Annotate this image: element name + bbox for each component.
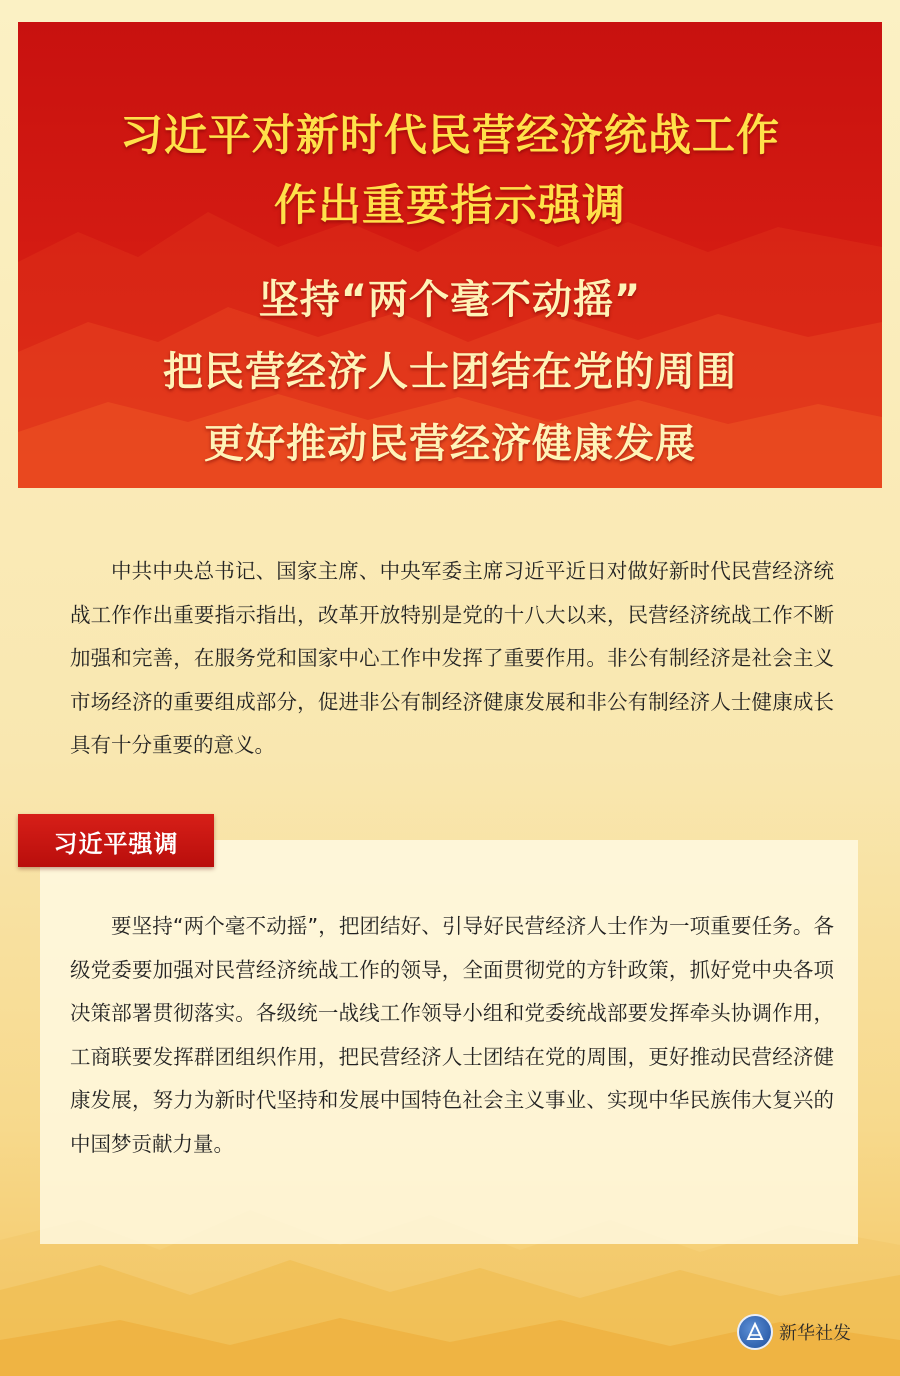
source-credit xyxy=(737,1314,877,1348)
section-tag xyxy=(18,814,214,867)
intro-section xyxy=(70,550,834,768)
subheadline-line-2: 把民营经济人士团结在党的周围 xyxy=(163,349,737,395)
subheadline-line-3: 更好推动民营经济健康发展 xyxy=(204,421,696,467)
intro-paragraph: 中共中央总书记、国家主席、中央军委主席习近平近日对做好新时代民营经济统战工作作出重要指示指出，改革开放特别是党的十八大以来，民营经济统战工作不断加强和完善，在服务党和国家中心工作中发挥了重要作用。非公有制经济是社会主义市场经济的重要组成部分，促进非公有制经济健康发展和非公有制经济人士健康成长具有十分重要的意义。 xyxy=(70,559,834,757)
xinhua-logo-icon xyxy=(737,1314,773,1350)
headline-line-2: 作出重要指示强调 xyxy=(274,181,626,231)
headline-line-1: 习近平对新时代民营经济统战工作 xyxy=(120,111,780,161)
credit-text: 新华社发 xyxy=(779,1323,851,1344)
emphasis-paragraph: 要坚持“两个毫不动摇”，把团结好、引导好民营经济人士作为一项重要任务。各级党委要加强对民营经济统战工作的领导，全面贯彻党的方针政策，抓好党中央各项决策部署贯彻落实。各级统一战线工作领导小组和党委统战部要发挥牵头协调作用，工商联要发挥群团组织作用，把民营经济人士团结在党的周围，更好推动民营经济健康发展，努力为新时代坚持和发展中国特色社会主义事业、实现中华民族伟大复兴的中国梦贡献力量。 xyxy=(70,914,834,1156)
subheadline-line-1: 坚持“两个毫不动摇” xyxy=(258,277,642,323)
emphasis-section xyxy=(70,905,834,1166)
section-tag-label: 习近平强调 xyxy=(53,830,179,858)
header-banner xyxy=(18,22,882,488)
